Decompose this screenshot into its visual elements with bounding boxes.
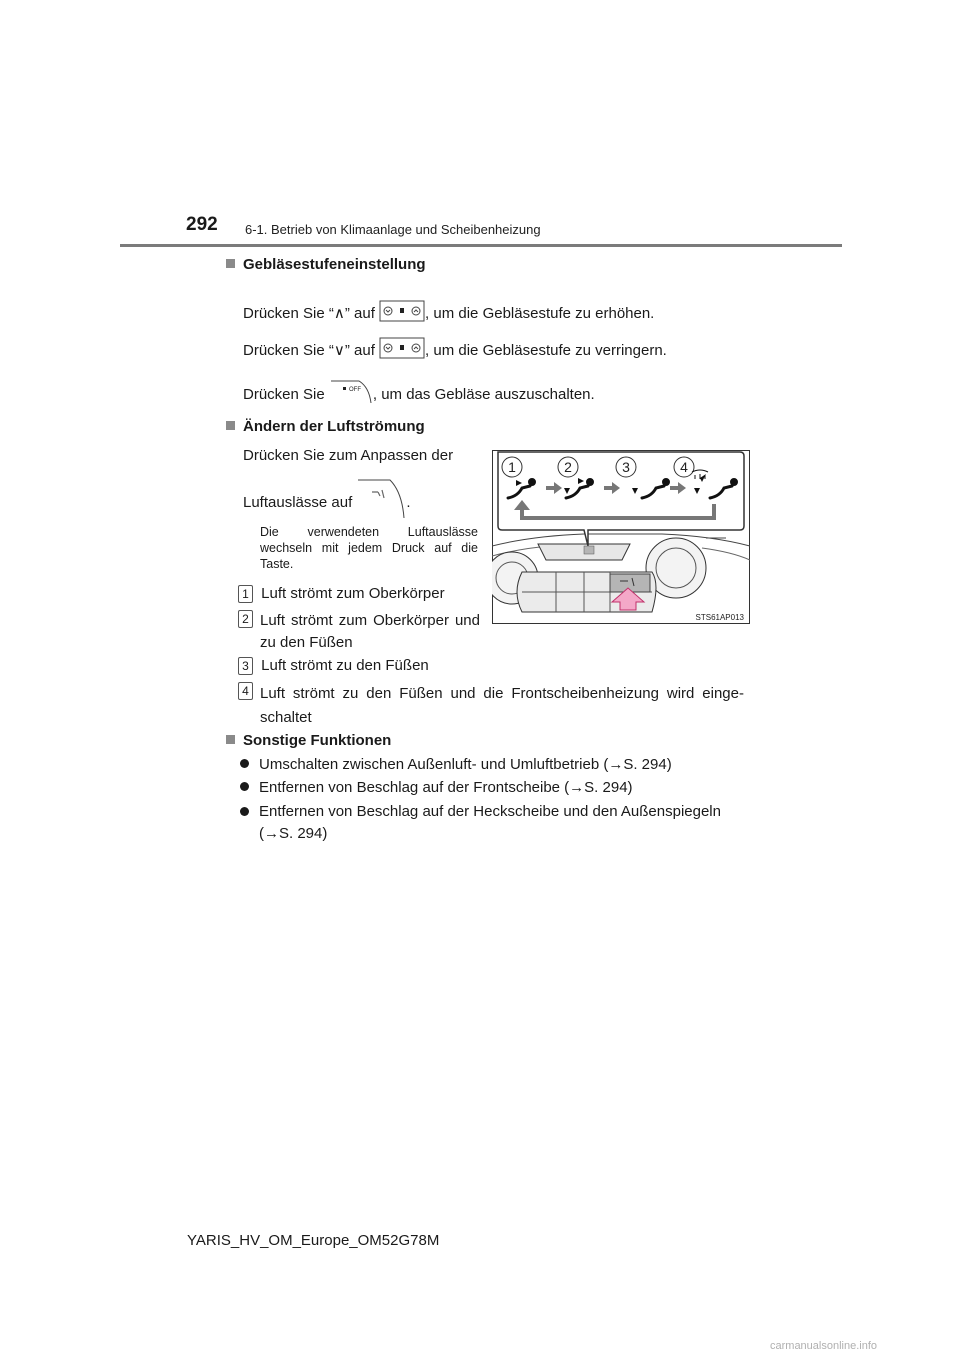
header-rule <box>120 244 842 247</box>
page-number: 292 <box>186 214 218 235</box>
airflow-item-4 <box>238 682 744 730</box>
fan-up-pre: Drücken Sie “ <box>243 304 334 322</box>
item-number: 2 <box>238 610 253 628</box>
airflow-heading <box>226 418 425 435</box>
fan-speed-heading <box>226 256 426 273</box>
figure-label-1: 1 <box>508 459 516 475</box>
airflow-item-2-text: Luft strömt zum Oberkörper und zu den Füßen <box>260 612 480 651</box>
airflow-intro-end: . <box>406 493 411 511</box>
other-heading <box>226 732 391 749</box>
fan-off-line <box>243 379 595 411</box>
heading-marker <box>226 259 235 268</box>
fan-speed-button-icon <box>379 300 425 328</box>
fan-off-pre: Drücken Sie <box>243 385 325 403</box>
airflow-item-3-text: Luft strömt zu den Füßen <box>261 657 429 674</box>
fan-down-post: , um die Gebläsestufe zu verringern. <box>425 341 667 359</box>
item-number: 1 <box>238 585 253 603</box>
fan-down-mid: ” auf <box>344 341 375 359</box>
other-item-2 <box>240 778 633 798</box>
watermark: carmanualsonline.info <box>770 1340 878 1352</box>
up-symbol: ∧ <box>333 304 345 322</box>
airflow-item-2 <box>238 610 480 654</box>
other-item-2-text: Entfernen von Beschlag auf der Frontscheibe (→S. 294) <box>259 779 633 796</box>
airflow-mode-button-icon <box>356 478 406 528</box>
fan-speed-heading-text: Gebläsestufeneinstellung <box>243 256 426 273</box>
airflow-figure <box>492 450 750 624</box>
airflow-item-1-text: Luft strömt zum Oberkörper <box>261 585 445 602</box>
airflow-item-4-text: Luft strömt zu den Füßen und die Frontscheibenheizung wird einge-schaltet <box>260 685 744 726</box>
other-item-1-text: Umschalten zwischen Außenluft- und Umluftbetrieb (→S. 294) <box>259 756 672 773</box>
airflow-note: Die verwendeten Luftauslässe wechseln mit jedem Druck auf die Taste. <box>260 525 478 571</box>
item-number: 4 <box>238 682 253 700</box>
other-item-3 <box>240 801 740 845</box>
down-symbol: ∨ <box>333 341 345 359</box>
off-label: OFF <box>348 387 361 393</box>
heading-marker <box>226 735 235 744</box>
fan-up-post: , um die Gebläsestufe zu erhöhen. <box>425 304 655 322</box>
heading-marker <box>226 421 235 430</box>
other-heading-text: Sonstige Funktionen <box>243 732 392 749</box>
airflow-heading-text: Ändern der Luftströmung <box>243 418 425 435</box>
airflow-intro-2 <box>243 478 411 528</box>
bullet-icon <box>240 782 249 791</box>
bullet-icon <box>240 759 249 768</box>
item-number: 3 <box>238 657 253 675</box>
figure-label-2: 2 <box>564 459 572 475</box>
fan-off-post: , um das Gebläse auszuschalten. <box>372 385 595 403</box>
footer-code: YARIS_HV_OM_Europe_OM52G78M <box>187 1232 440 1249</box>
fan-up-mid: ” auf <box>344 304 375 322</box>
airflow-intro-2-text: Luftauslässe auf <box>243 493 353 511</box>
airflow-item-1 <box>238 584 445 604</box>
airflow-item-3 <box>238 656 429 676</box>
other-item-3-text: Entfernen von Beschlag auf der Heckscheibe und den Außenspiegeln (→S. 294) <box>259 803 721 842</box>
figure-label-4: 4 <box>680 459 688 475</box>
fan-down-pre: Drücken Sie “ <box>243 341 334 359</box>
bullet-icon <box>240 807 249 816</box>
fan-down-line <box>243 337 667 365</box>
section-title: 6-1. Betrieb von Klimaanlage und Scheibenheizung <box>245 222 541 237</box>
fan-up-line <box>243 300 654 328</box>
other-item-1 <box>240 755 672 775</box>
figure-code: STS61AP013 <box>695 613 744 622</box>
figure-label-3: 3 <box>622 459 630 475</box>
fan-off-button-icon <box>329 379 373 411</box>
fan-speed-button-icon <box>379 337 425 365</box>
airflow-intro-1: Drücken Sie zum Anpassen der <box>243 447 454 464</box>
